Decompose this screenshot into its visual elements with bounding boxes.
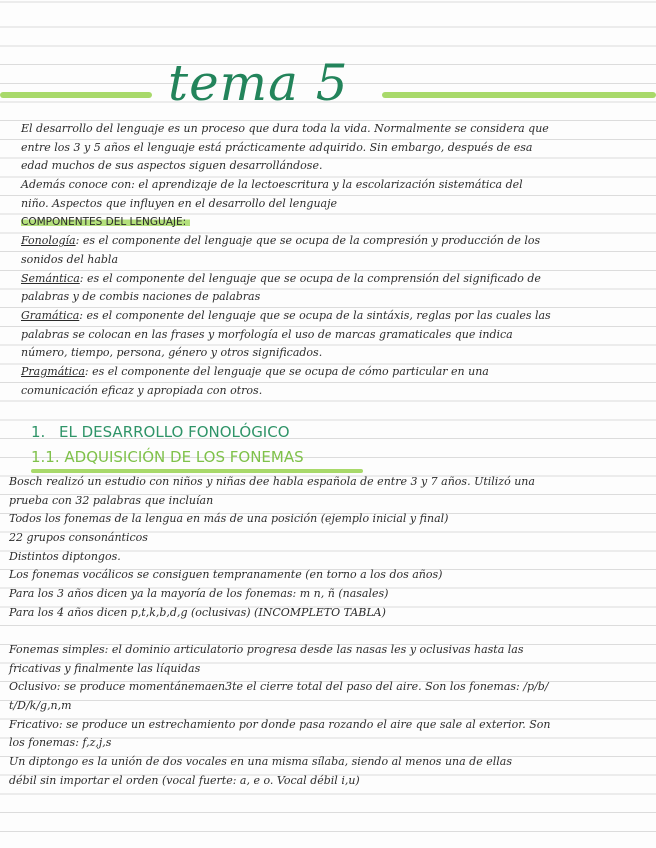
text-line: 22 grupos consonánticos [9,531,148,545]
title-area [0,54,656,118]
components-heading: COMPONENTES DEL LENGUAJE: [21,216,190,228]
text-line: El desarrollo del lenguaje es un proceso que dura toda la vida. Normalmente se considera que [21,122,549,135]
text-line: prueba con 32 palabras que incluían [9,493,214,507]
subsection-title: 1.1. ADQUISICIÓN DE LOS FONEMAS [31,448,304,466]
term-semantica: Semántica [21,271,80,285]
page-title: tema 5 [168,54,349,112]
text-line: Para los 3 años dicen ya la mayoría de los fonemas: m n, ñ (nasales) [9,587,389,601]
fonologia-definition: : es el componente del lenguaje que se ocupa de la compresión y producción de los [75,234,541,248]
term-gramatica: Gramática [21,308,80,322]
text-line: los fonemas: f,z,j,s [9,736,112,750]
text-line: Para los 4 años dicen p,t,k,b,d,g (oclusivas) (INCOMPLETO TABLA) [9,605,386,619]
phonemes-paragraph [9,641,551,791]
text-line: edad muchos de sus aspectos siguen desarrollándose. [21,159,323,173]
title-underline-left [0,92,152,98]
pragmatica-line [21,363,551,382]
text-line: entre los 3 y 5 años el lenguaje está prácticamente adquirido. Sin embargo, después de esa [21,140,533,154]
gramatica-line [21,307,551,326]
text-line: Los fonemas vocálicos se consiguen tempranamente (en torno a los dos años) [9,568,443,582]
text-line: Oclusivo: se produce momentánemaen3te el cierre total del paso del aire. Son los fonemas: /p/b/ [9,680,549,694]
text-line: Bosch realizó un estudio con niños y niñas dee habla española de entre 3 y 7 años. Utilizó una [9,475,535,488]
term-fonologia: Fonología [21,234,76,248]
study-paragraph [9,473,535,623]
term-pragmatica: Pragmática [21,364,85,378]
text-line: Además conoce con: el aprendizaje de la lectoescritura y la escolarización sistemática del [21,178,523,192]
text-line: sonidos del habla [21,252,119,266]
text-line: t/D/k/g,n,m [9,699,72,713]
components-heading-line [21,213,551,232]
semantica-line [21,270,551,289]
gramatica-definition: : es el componente del lenguaje que se ocupa de la sintáxis, reglas por las cuales las [79,308,551,322]
semantica-definition: : es el componente del lenguaje que se ocupa de la comprensión del significado de [79,271,541,285]
title-underline-right [382,92,656,98]
pragmatica-definition: : es el componente del lenguaje que se ocupa de cómo particular en una [84,364,489,378]
text-line: palabras y de combis naciones de palabras [21,290,261,304]
text-line: Distintos diptongos. [9,549,121,563]
intro-paragraph [21,120,551,400]
section-title: EL DESARROLLO FONOLÓGICO [59,423,290,441]
fonologia-line [21,232,551,251]
text-line: Un diptongo es la unión de dos vocales en una misma sílaba, siendo al menos una de ellas [9,755,512,769]
text-line: Fonemas simples: el dominio articulatorio progresa desde las nasas les y oclusivas hasta las [9,643,524,656]
text-line: número, tiempo, persona, género y otros significados. [21,346,323,360]
text-line: niño. Aspectos que influyen en el desarrollo del lenguaje [21,196,338,210]
text-line: comunicación eficaz y apropiada con otros. [21,383,263,397]
subsection-heading-1-1 [31,448,304,466]
text-line: débil sin importar el orden (vocal fuerte: a, e o. Vocal débil i,u) [9,773,360,787]
text-line: palabras se colocan en las frases y morfología el uso de marcas gramaticales que indica [21,327,513,341]
text-line: Fricativo: se produce un estrechamiento por donde pasa rozando el aire que sale al exterior. Son [9,717,551,731]
text-line: fricativas y finalmente las líquidas [9,661,201,675]
text-line: Todos los fonemas de la lengua en más de una posición (ejemplo inicial y final) [9,512,449,526]
section-heading-1 [31,423,290,441]
section-number: 1. [31,423,46,441]
